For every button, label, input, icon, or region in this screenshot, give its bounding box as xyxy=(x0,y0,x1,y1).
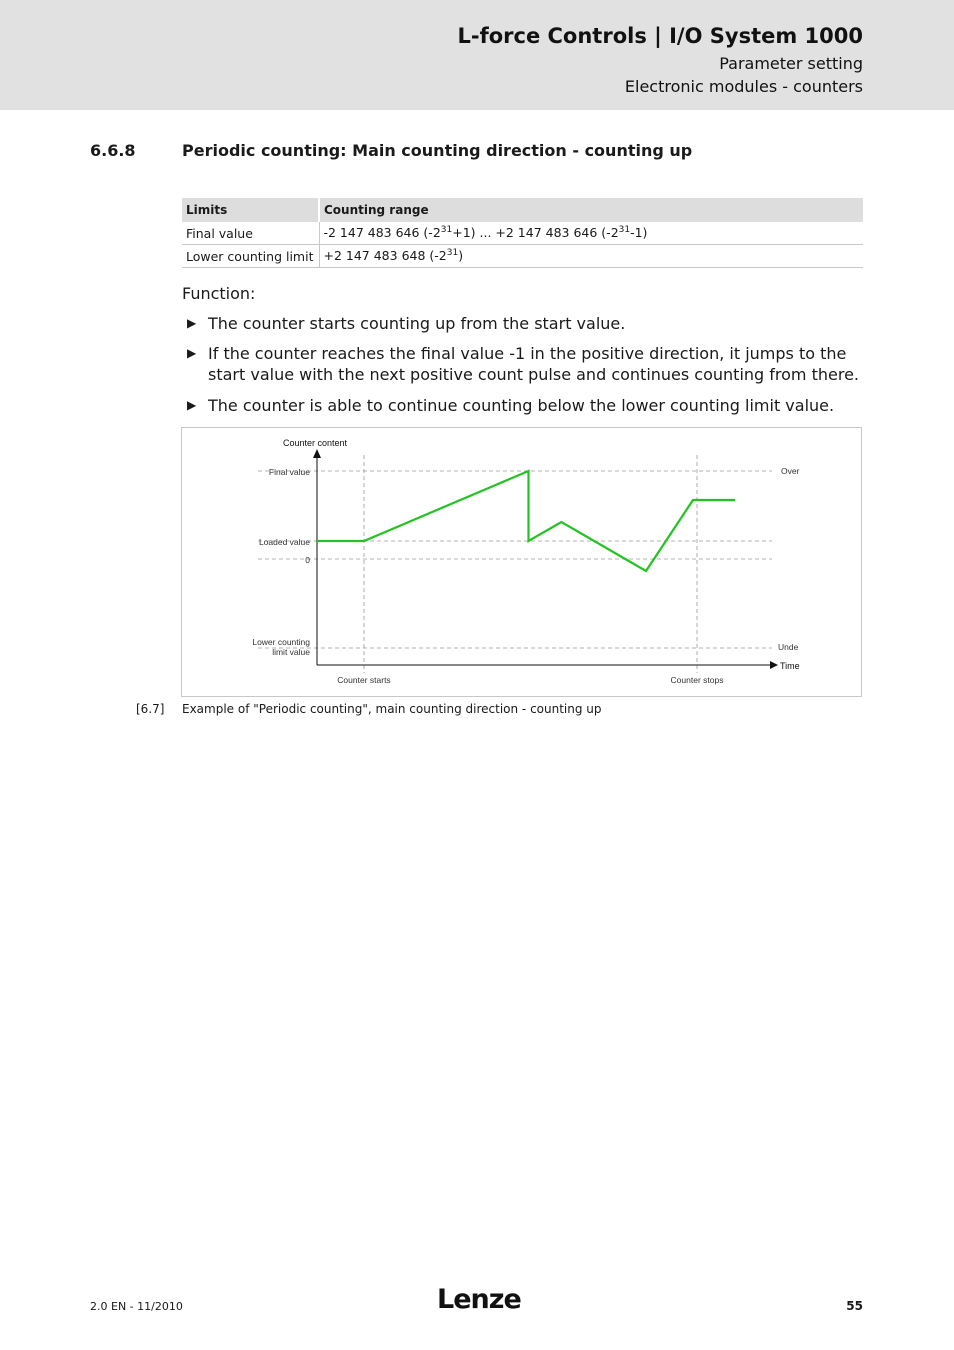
y-axis-arrow-icon xyxy=(313,449,321,458)
document-title: L-force Controls | I/O System 1000 xyxy=(457,24,863,48)
table-row xyxy=(182,245,863,268)
section-title: Periodic counting: Main counting direction - counting up xyxy=(182,141,693,160)
zero-label: 0 xyxy=(305,555,310,565)
subchapter-title: Electronic modules - counters xyxy=(624,77,863,96)
lower-limit-label-1: Lower counting xyxy=(252,637,310,647)
table-cell-range: +2 147 483 648 $(-2^{31})$ xyxy=(319,245,863,268)
counter-chart-svg xyxy=(182,428,863,698)
triangle-bullet-icon: ▶ xyxy=(187,398,197,412)
table-cell-range: -2 147 483 646 $(-2^{31}+1)$ ... +2 147 483 646 $(-2^{31}-1)$ xyxy=(319,222,863,245)
table-cell-label: Lower counting limit xyxy=(182,245,319,268)
triangle-bullet-icon: ▶ xyxy=(187,346,197,360)
loaded-value-label: Loaded value xyxy=(258,537,310,547)
x-axis-arrow-icon xyxy=(770,661,778,669)
lower-limit-label-2: limit value xyxy=(272,647,310,657)
counter-starts-label: Counter starts xyxy=(337,675,391,685)
y-axis-label: Counter content xyxy=(283,438,348,448)
section-number: 6.6.8 xyxy=(90,141,136,160)
underflow-label: Unde xyxy=(778,642,799,652)
table-header-range: Counting range xyxy=(319,198,863,222)
lenze-logo: Lenze xyxy=(437,1284,521,1315)
x-axis-label: Time xyxy=(780,661,800,671)
final-value-label: Final value xyxy=(268,467,310,477)
figure-number: [6.7] xyxy=(136,702,165,716)
table-header-row xyxy=(182,198,863,222)
table-row xyxy=(182,222,863,245)
page-number: 55 xyxy=(846,1299,863,1313)
counter-content-line xyxy=(317,471,735,571)
triangle-bullet-icon: ▶ xyxy=(187,316,197,330)
function-label: Function: xyxy=(182,284,256,303)
limits-table xyxy=(182,198,863,268)
counter-diagram xyxy=(181,427,862,697)
table-cell-label: Final value xyxy=(182,222,319,245)
overflow-label: Over xyxy=(781,466,800,476)
table-header-limits: Limits xyxy=(182,198,319,222)
figure-caption: Example of "Periodic counting", main counting direction - counting up xyxy=(182,702,602,716)
chapter-title: Parameter setting xyxy=(719,54,863,73)
page-header xyxy=(0,0,954,110)
footer-version: 2.0 EN - 11/2010 xyxy=(90,1300,183,1313)
counter-stops-label: Counter stops xyxy=(670,675,724,685)
